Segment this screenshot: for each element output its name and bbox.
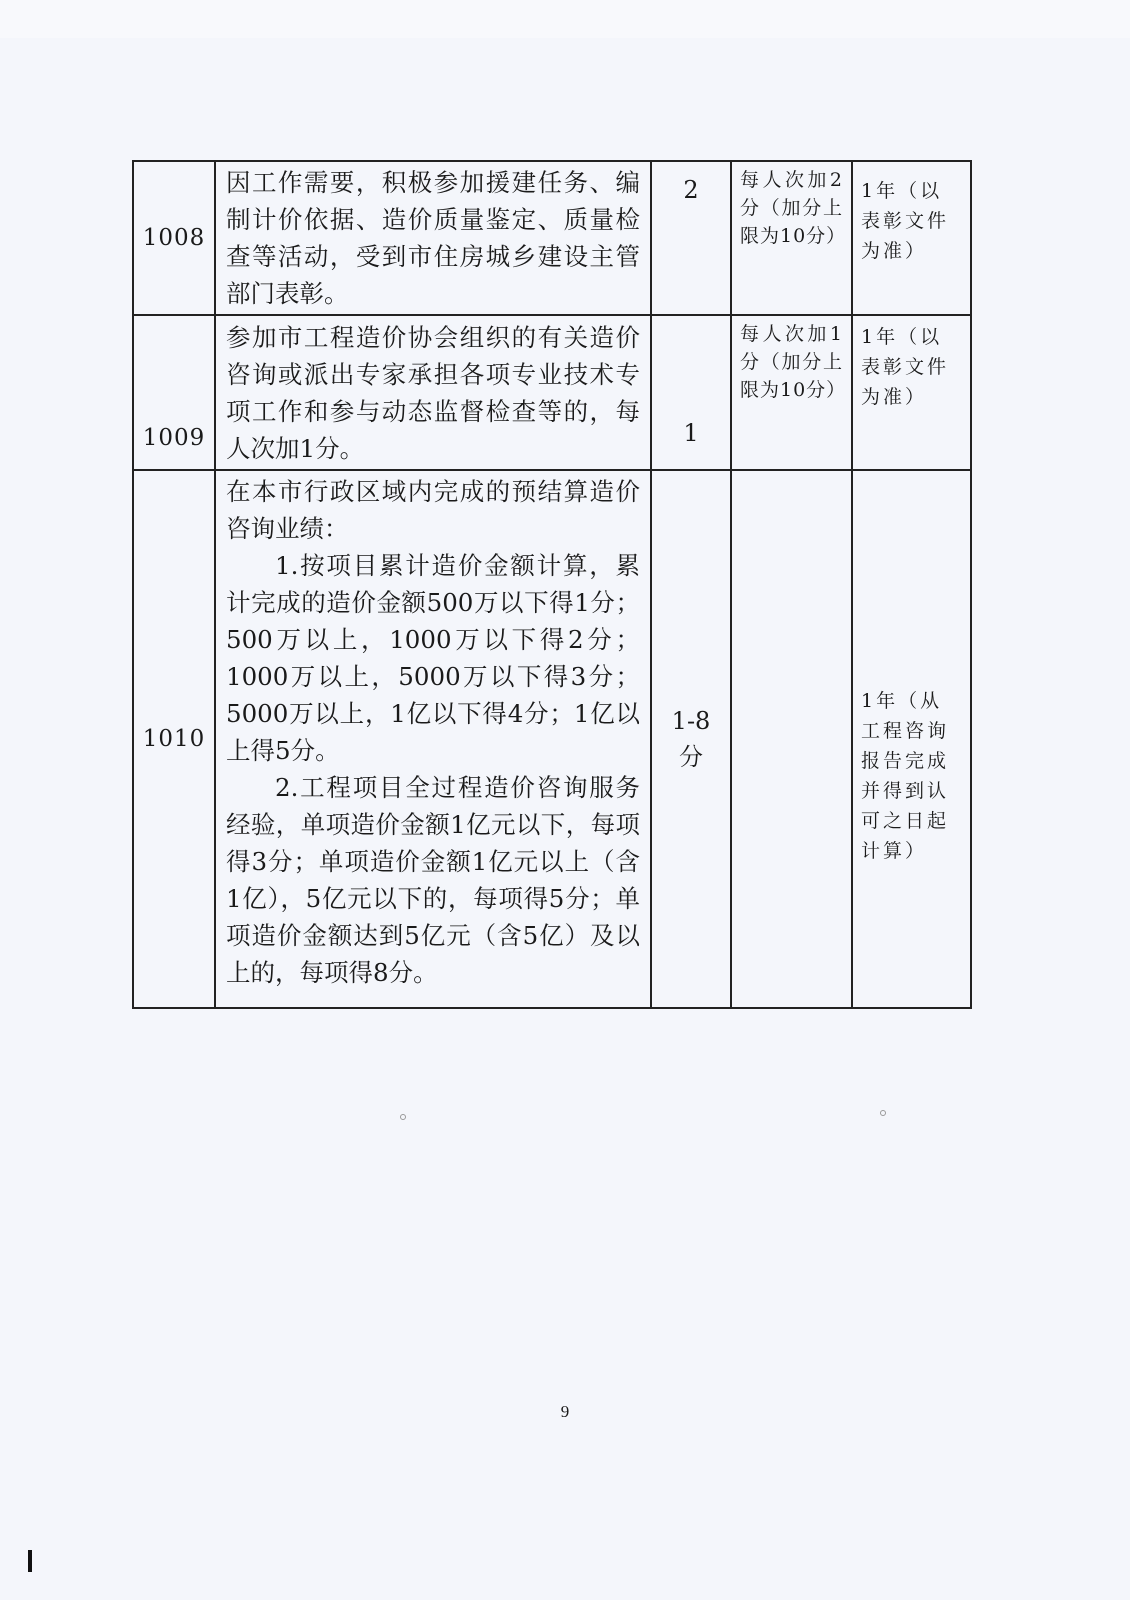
margin-mark [28,1550,32,1572]
scan-speck [400,1114,406,1120]
item-validity: 1年（以表彰文件为准） [852,161,971,315]
description-intro: 在本市行政区域内完成的预结算造价咨询业绩： [226,477,640,543]
page-number: 9 [560,1402,570,1421]
item-score-limit: 每人次加1分（加分上限为10分） [731,315,852,470]
scoring-table [132,160,972,1009]
item-validity: 1年（以表彰文件为准） [852,315,971,470]
item-code: 1010 [133,470,215,1008]
table-row [133,161,971,315]
item-score: 1 [651,315,731,470]
item-description: 参加市工程造价协会组织的有关造价咨询或派出专家承担各项专业技术专项工作和参与动态监督检查等的，每人次加1分。 [215,315,651,470]
description-item-1: 1.按项目累计造价金额计算，累计完成的造价金额500万以下得1分；500万以上，1000万以下得2分；1000万以上，5000万以下得3分；5000万以上，1亿以下得4分；1亿以上得5分。 [226,551,640,765]
description-item-2: 2.工程项目全过程造价咨询服务经验，单项造价金额1亿元以下，每项得3分；单项造价金额1亿元以上（含1亿），5亿元以下的，每项得5分；单项造价金额达到5亿元（含5亿）及以上的，每项得8分。 [226,773,640,987]
table-row [133,315,971,470]
item-score-limit [731,470,852,1008]
scan-speck [880,1110,886,1116]
item-description: 因工作需要，积极参加援建任务、编制计价依据、造价质量鉴定、质量检查等活动，受到市住房城乡建设主管部门表彰。 [215,161,651,315]
item-code: 1009 [133,315,215,470]
item-score: 2 [651,161,731,315]
table-row [133,470,971,1008]
item-description [215,470,651,1008]
item-validity: 1年（从工程咨询报告完成并得到认可之日起计算） [852,470,971,1008]
item-score: 1-8分 [651,470,731,1008]
item-score-limit: 每人次加2分（加分上限为10分） [731,161,852,315]
item-code: 1008 [133,161,215,315]
